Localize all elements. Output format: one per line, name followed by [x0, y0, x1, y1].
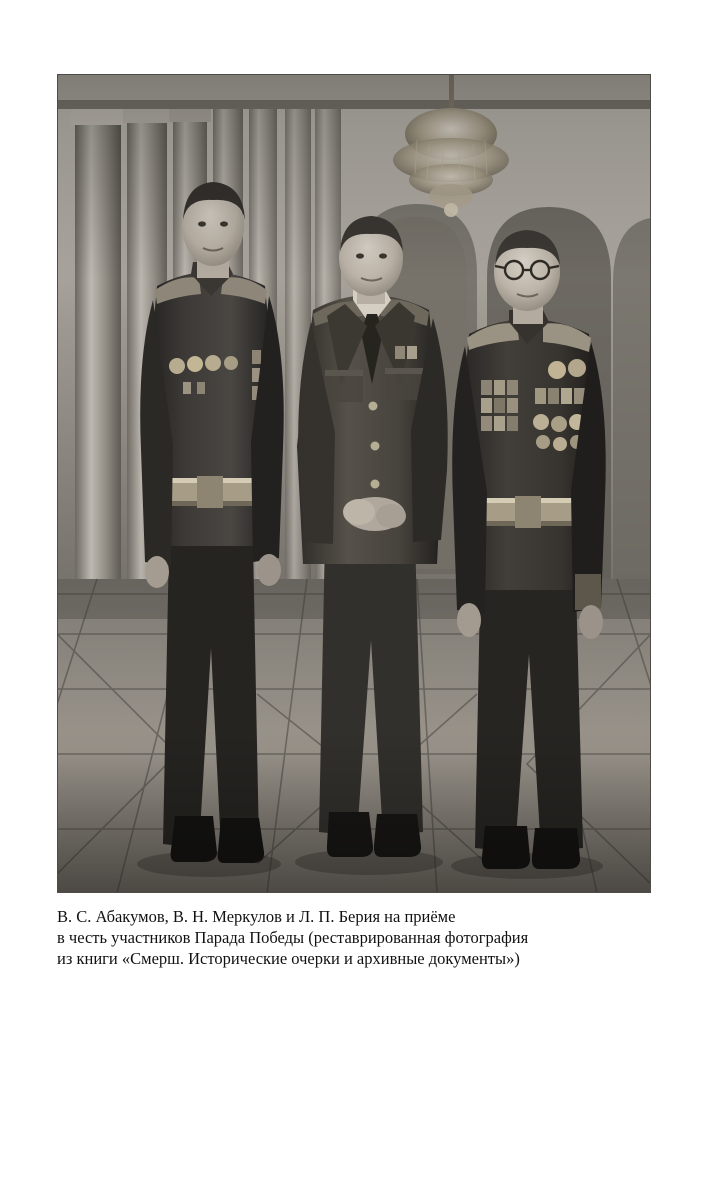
figure-caption	[57, 906, 657, 969]
caption-line-3: из книги «Смерш. Исторические очерки и архивные документы»)	[57, 949, 520, 968]
photograph-image	[57, 74, 651, 893]
caption-line-2: в честь участников Парада Победы (реставрированная фотография	[57, 928, 529, 947]
caption-line-1: В. С. Абакумов, В. Н. Меркулов и Л. П. Берия на приёме	[57, 907, 456, 926]
photograph	[57, 74, 651, 893]
